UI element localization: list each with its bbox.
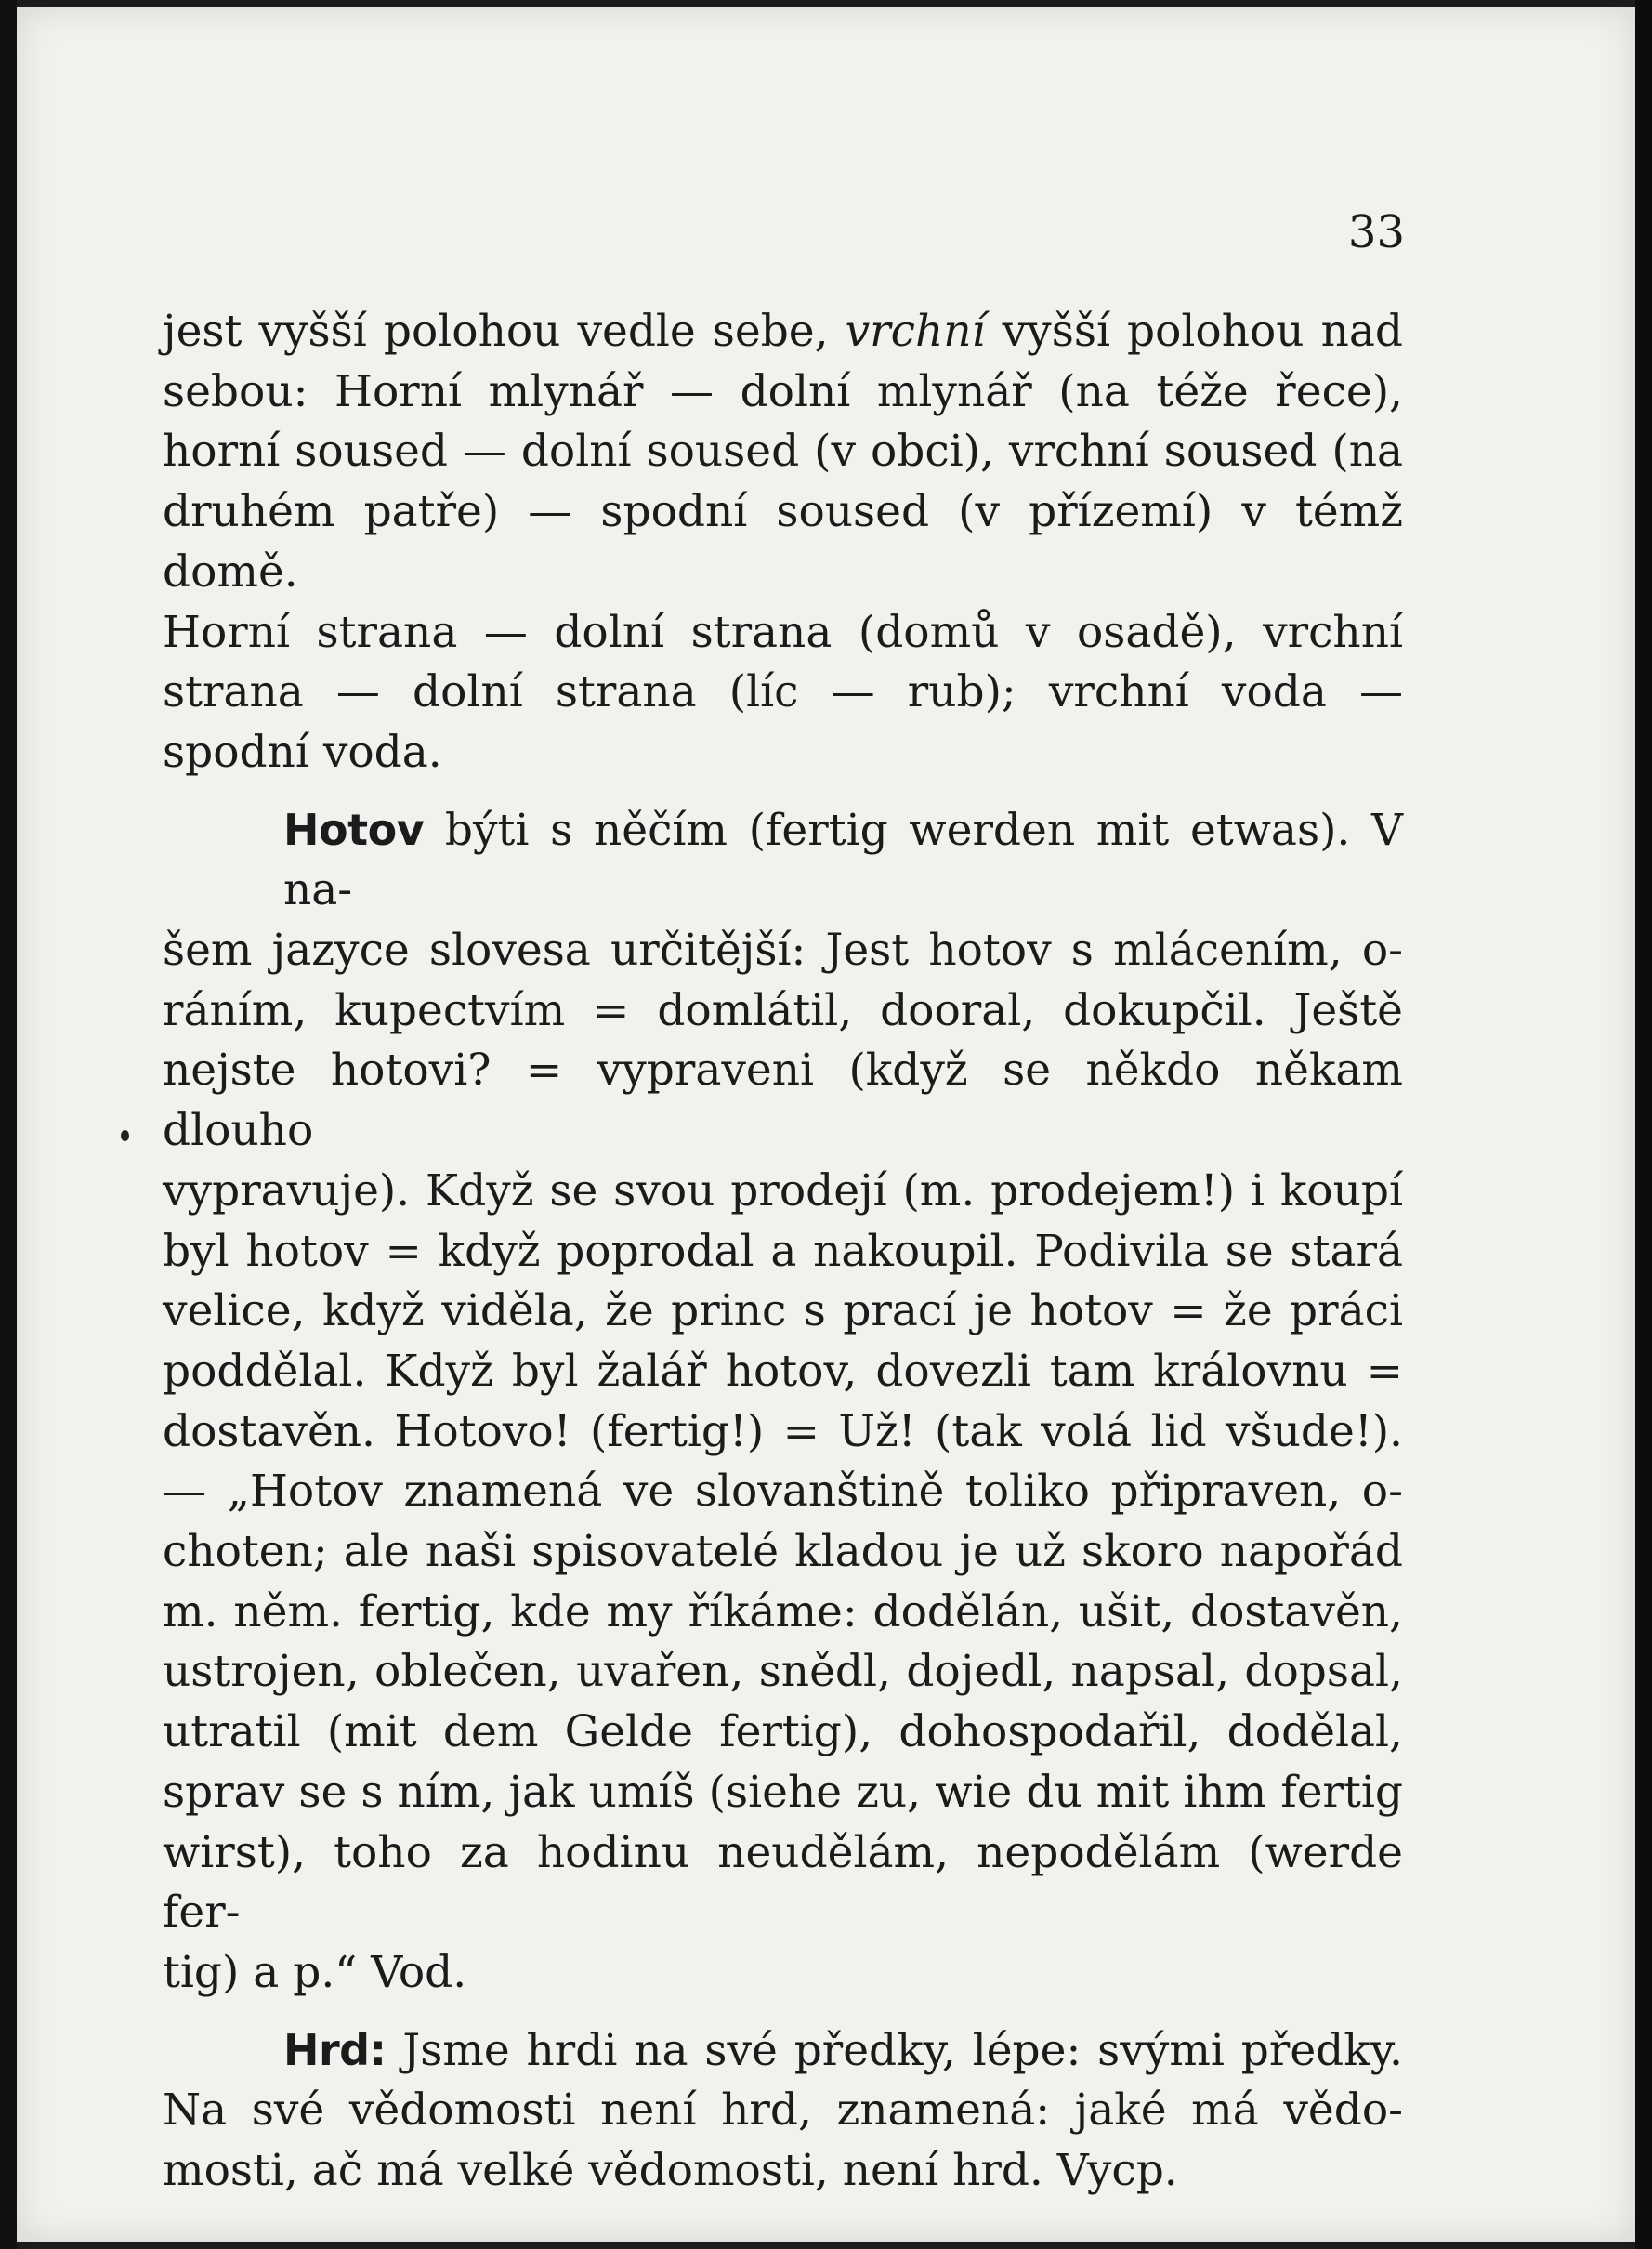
margin-ink-dot — [121, 1130, 129, 1141]
text-line: byl hotov = když poprodal a nakoupil. Podivila se stará — [163, 1225, 1403, 1277]
text-line: sebou: Horní mlynář — dolní mlynář (na téže řece), — [163, 365, 1403, 417]
text-line: mosti, ač má velké vědomosti, není hrd. Vycp. — [163, 2145, 1178, 2197]
text-line: šem jazyce slovesa určitější: Jest hotov s mlácením, o- — [163, 925, 1403, 977]
text-line: spodní voda. — [163, 726, 442, 778]
text-line: vypravuje). Když se svou prodejí (m. prodejem!) i koupí — [163, 1164, 1403, 1217]
text-line: tig) a p.“ Vod. — [163, 1946, 467, 1998]
emphasized-term: vrchní — [845, 306, 986, 357]
text-line: wirst), toho za hodinu neudělám, nepodělám (werde fer- — [163, 1826, 1403, 1939]
text-line: strana — dolní strana (líc — rub); vrchní voda — — [163, 666, 1403, 718]
text-line: jest vyšší polohou vedle sebe, vrchní vyšší polohou nad — [163, 306, 1403, 357]
text-line: m. něm. fertig, kde my říkáme: dodělán, ušit, dostavěn, — [163, 1585, 1403, 1637]
text-line: Hrd: Jsme hrdi na své předky, lépe: svými předky. — [283, 2024, 1403, 2076]
page-number: 33 — [1347, 206, 1405, 258]
paragraph-vrchni — [163, 302, 1403, 783]
text-line: ráním, kupectvím = domlátil, dooral, dokupčil. Ještě — [163, 984, 1403, 1036]
text-line: utratil (mit dem Gelde fertig), dohospodařil, dodělal, — [163, 1706, 1403, 1758]
text-line: nejste hotovi? = vypraveni (když se někdo někam dlouho — [163, 1045, 1403, 1157]
text-line: sprav se s ním, jak umíš (siehe zu, wie du mit ihm fertig — [163, 1766, 1403, 1818]
text-line: Na své vědomosti není hrd, znamená: jaké má vědo- — [163, 2085, 1403, 2137]
scan-border-right — [1635, 0, 1652, 2249]
text-line: choten; ale naši spisovatelé kladou je už skoro napořád — [163, 1526, 1403, 1578]
text-line: — „Hotov znamená ve slovanštině toliko připraven, o- — [163, 1466, 1403, 1518]
page-body — [163, 302, 1403, 2202]
text-line: poddělal. Když byl žalář hotov, dovezli tam královnu = — [163, 1345, 1403, 1397]
text-line: druhém patře) — spodní soused (v přízemí) v témž domě. — [163, 486, 1403, 598]
text-line: Hotov býti s něčím (fertig werden mit etwas). V na- — [283, 804, 1403, 916]
paragraph-hrd — [163, 2020, 1403, 2202]
scan-border-left — [0, 0, 17, 2249]
entry-headword: Hotov — [283, 804, 425, 855]
text-line: ustrojen, oblečen, uvařen, snědl, dojedl, napsal, dopsal, — [163, 1646, 1403, 1698]
text-line: horní soused — dolní soused (v obci), vrchní soused (na — [163, 426, 1403, 478]
text-line: velice, když viděla, že princ s prací je hotov = že práci — [163, 1285, 1403, 1337]
paragraph-hotov — [163, 800, 1403, 2004]
text-line: Horní strana — dolní strana (domů v osadě), vrchní — [163, 606, 1403, 658]
text-line: dostavěn. Hotovo! (fertig!) = Už! (tak volá lid všude!). — [163, 1405, 1403, 1457]
entry-headword: Hrd: — [283, 2024, 387, 2075]
